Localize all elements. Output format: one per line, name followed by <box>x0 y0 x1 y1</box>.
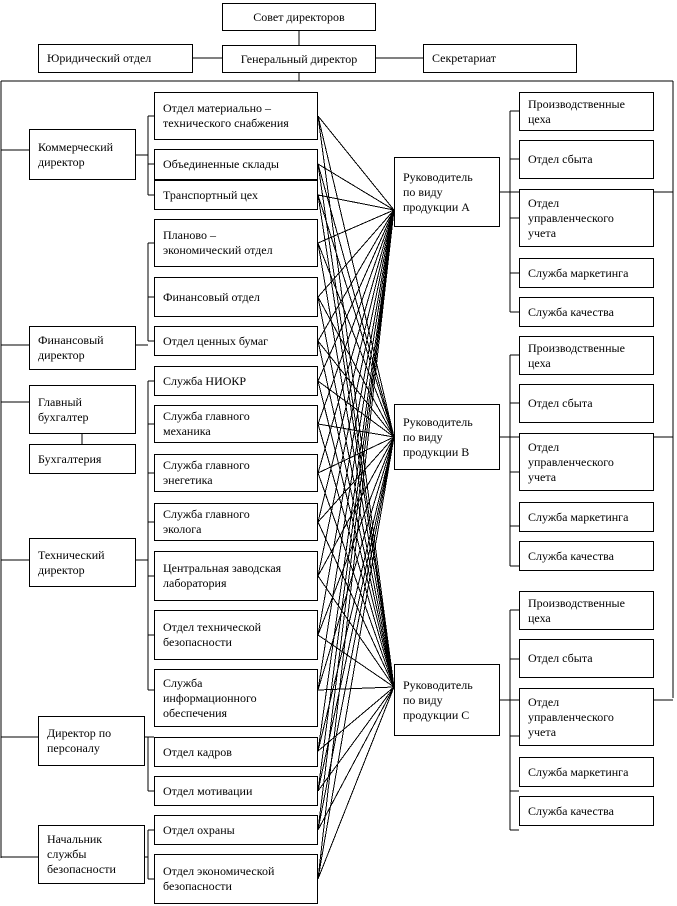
connector-line-104 <box>318 687 394 830</box>
product-manager-a-box: Руководитель по виду продукции А <box>394 157 500 227</box>
product-a-sales-box: Отдел сбыта <box>519 140 654 179</box>
product-c-quality-box: Служба качества <box>519 796 654 826</box>
product-b-quality-box: Служба качества <box>519 541 654 571</box>
dept-personnel-box: Отдел кадров <box>154 737 318 767</box>
technical-director-box: Технический директор <box>29 538 136 587</box>
dept-transport-box: Транспортный цех <box>154 180 318 210</box>
dept-ecology-box: Служба главного эколога <box>154 503 318 541</box>
dept-planning-box: Планово – экономический отдел <box>154 219 318 267</box>
product-b-mgmt-accounting-box: Отдел управленческого учета <box>519 433 654 491</box>
product-c-production-shops-box: Производственные цеха <box>519 591 654 630</box>
commercial-director-box: Коммерческий директор <box>29 129 136 180</box>
product-manager-b-box: Руководитель по виду продукции В <box>394 404 500 470</box>
connector-line-81 <box>318 210 394 473</box>
product-b-marketing-box: Служба маркетинга <box>519 502 654 532</box>
dept-rnd-box: Служба НИОКР <box>154 366 318 396</box>
product-c-marketing-box: Служба маркетинга <box>519 757 654 787</box>
product-b-production-shops-box: Производственные цеха <box>519 336 654 375</box>
dept-guard-box: Отдел охраны <box>154 815 318 845</box>
board-of-directors-box: Совет директоров <box>222 3 376 31</box>
dept-securities-box: Отдел ценных бумаг <box>154 326 318 356</box>
dept-finance-box: Финансовый отдел <box>154 277 318 317</box>
legal-department-box: Юридический отдел <box>38 44 193 73</box>
dept-energy-box: Служба главного энегетика <box>154 454 318 492</box>
secretariat-box: Секретариат <box>423 44 577 73</box>
general-director-box: Генеральный директор <box>222 45 376 73</box>
product-b-sales-box: Отдел сбыта <box>519 384 654 423</box>
dept-lab-box: Центральная заводская лаборатория <box>154 551 318 601</box>
product-a-mgmt-accounting-box: Отдел управленческого учета <box>519 189 654 247</box>
hr-director-box: Директор по персоналу <box>38 716 145 766</box>
product-a-production-shops-box: Производственные цеха <box>519 92 654 131</box>
connector-line-66 <box>318 210 394 243</box>
dept-motivation-box: Отдел мотивации <box>154 776 318 806</box>
connector-line-95 <box>318 687 394 690</box>
dept-warehouses-box: Объединенные склады <box>154 149 318 180</box>
dept-supply-box: Отдел материально – технического снабжения <box>154 92 318 140</box>
product-manager-c-box: Руководитель по виду продукции С <box>394 664 500 736</box>
accounting-box: Бухгалтерия <box>29 444 136 474</box>
product-c-sales-box: Отдел сбыта <box>519 639 654 678</box>
product-a-quality-box: Служба качества <box>519 297 654 327</box>
product-a-marketing-box: Служба маркетинга <box>519 258 654 288</box>
security-head-box: Начальник службы безопасности <box>38 825 145 884</box>
chief-accountant-box: Главный бухгалтер <box>29 385 136 434</box>
dept-econ-security-box: Отдел экономической безопасности <box>154 854 318 904</box>
connector-line-98 <box>318 687 394 751</box>
financial-director-box: Финансовый директор <box>29 326 136 370</box>
dept-tech-safety-box: Отдел технической безопасности <box>154 610 318 660</box>
product-c-mgmt-accounting-box: Отдел управленческого учета <box>519 688 654 746</box>
dept-info-support-box: Служба информационного обеспечения <box>154 669 318 727</box>
dept-mechanic-box: Служба главного механика <box>154 405 318 443</box>
